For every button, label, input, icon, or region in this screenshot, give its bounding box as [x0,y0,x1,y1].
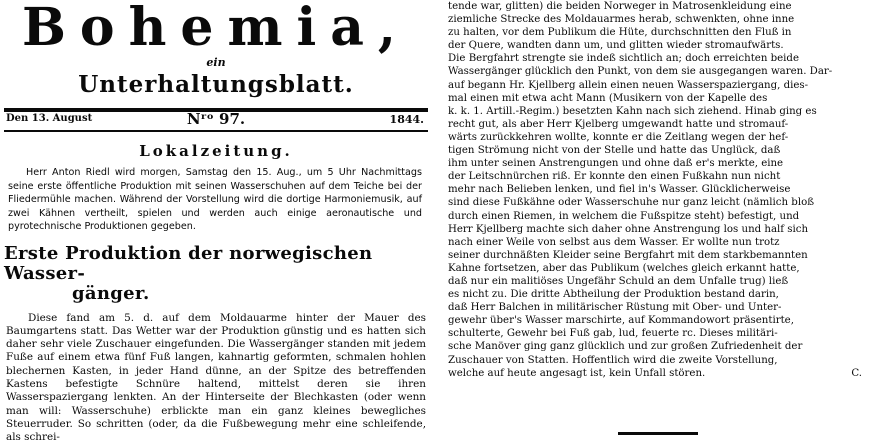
masthead [4,2,428,98]
article-line: Zuschauer von Statten. Hoffentlich wird die zweite Vorstellung, [448,354,866,367]
article-headline-line2: gänger. [4,284,426,304]
issue-number: Nʳᵒ 97. [187,110,245,128]
article-line: wärts zurückkehren wollte, konnte er die Zeitlang wegen der hef- [448,131,866,144]
article-line: sind diese Fußkähne oder Wasserschuhe nur ganz leicht (nämlich bloß [448,196,866,209]
article-line: daß Herr Balchen in militärischer Rüstung mit Ober- und Unter- [448,301,866,314]
article-line: Herr Kjellberg machte sich daher ohne Anstrengung los und half sich [448,223,866,236]
article-body-right [448,0,866,380]
issue-year: 1844. [390,113,424,126]
article-line: Die Bergfahrt strengte sie indeß sichtlich an; doch erreichten beide [448,52,866,65]
article-line: seiner durchnäßten Kleider seine Bergfahrt mit dem starkbemannten [448,249,866,262]
article-line: daß nur ein malitiöses Ungefähr Schuld an dem Unfalle trug) ließ [448,275,866,288]
performance-notice: Herr Anton Riedl wird morgen, Samstag den 15. Aug., um 5 Uhr Nachmittags seine erste öffentliche Produktion mit seinen Wasserschuhen auf dem Teiche bei der Fliedermühle machen. Während der Vorstellung wird die dortige Harmoniemusik, auf zwei Kähnen vertheilt, spielen und werden auch einige aeronautische und pyrotechnische Produktionen gegeben. [8,166,422,234]
left-column [4,0,428,444]
article-line: gewehr über's Wasser marschirte, auf Kommandowort präsentirte, [448,314,866,327]
closing-rule [618,432,698,435]
article-line: es nicht zu. Die dritte Abtheilung der Produktion bestand darin, [448,288,866,301]
article-line: tigen Strömung nicht von der Stelle und hatte das Unglück, daß [448,144,866,157]
article-line: nach einer Weile von selbst aus dem Wasser. Er wollte nun trotz [448,236,866,249]
article-line: sche Manöver ging ganz glücklich und zur großen Zufriedenheit der [448,340,866,353]
article-line: auf begann Hr. Kjellberg allein einen neuen Wasserspaziergang, dies- [448,79,866,92]
article-line: schulterte, Gewehr bei Fuß gab, lud, feuerte rc. Dieses militäri- [448,327,866,340]
article-line: tende war, glitten) die beiden Norweger in Matrosenkleidung eine [448,0,866,13]
dateline [4,108,428,132]
article-headline-line1: Erste Produktion der norwegischen Wasser- [4,243,372,284]
article-headline [4,244,426,304]
article-line: ihm unter seinen Anstrengungen und ohne daß er's merkte, eine [448,157,866,170]
section-title: Lokalzeitung. [4,142,428,160]
article-line: welche auf heute angesagt ist, kein Unfall stören. C. [448,367,866,380]
article-body-left: Diese fand am 5. d. auf dem Moldauarme hinter der Mauer des Baumgartens statt. Das Wetter war der Produktion günstig und es hatten sich daher sehr viele Zuschauer eingefunden. Die Wassergänger standen mit jedem Fuße auf einem etwa fünf Fuß langen, kahnartig geformten, schmalen hohlen blechernen Kasten, in jeder Hand dünne, an der Spitze des betreffenden Kastens befestigte Schnüre haltend, mittelst deren sie ihren Wasserspaziergang lenkten. An der Hinterseite der Blechkasten (oder wenn man will: Wasserschuhe) erblickte man ein ganz kleines bewegliches Steuerruder. So schritten (oder, da die Fußbewegung mehr eine schleifende, als schrei- [6,312,426,444]
author-signoff: C. [851,367,862,380]
article-line: zu halten, vor dem Publikum die Hüte, durchschnitten den Fluß in [448,26,866,39]
newspaper-title: Bohemia, [4,2,428,54]
article-line: der Quere, wandten dann um, und glitten wieder stromaufwärts. [448,39,866,52]
article-line: durch einen Riemen, in welchem die Fußspitze steht) befestigt, und [448,210,866,223]
article-line: Wassergänger glücklich den Punkt, von dem sie ausgegangen waren. Dar- [448,65,866,78]
article-line: k. k. 1. Artill.-Regim.) besetzten Kahn nach sich ziehend. Hinab ging es [448,105,866,118]
article-line: mehr nach Belieben lenken, und fiel in's Wasser. Glücklicherweise [448,183,866,196]
newspaper-subtitle: Unterhaltungsblatt. [4,72,428,98]
article-line: Kahne fortsetzen, aber das Publikum (welches gleich erkannt hatte, [448,262,866,275]
article-line: recht gut, als aber Herr Kjelberg umgewandt hatte und stromauf- [448,118,866,131]
right-column [448,0,866,380]
masthead-ein: ein [4,56,428,70]
issue-date: Den 13. August [6,113,92,124]
article-line: ziemliche Strecke des Moldauarmes herab, schwenkten, ohne inne [448,13,866,26]
article-line: mal einen mit etwa acht Mann (Musikern von der Kapelle des [448,92,866,105]
article-line: der Leitschnürchen riß. Er konnte den einen Fußkahn nun nicht [448,170,866,183]
